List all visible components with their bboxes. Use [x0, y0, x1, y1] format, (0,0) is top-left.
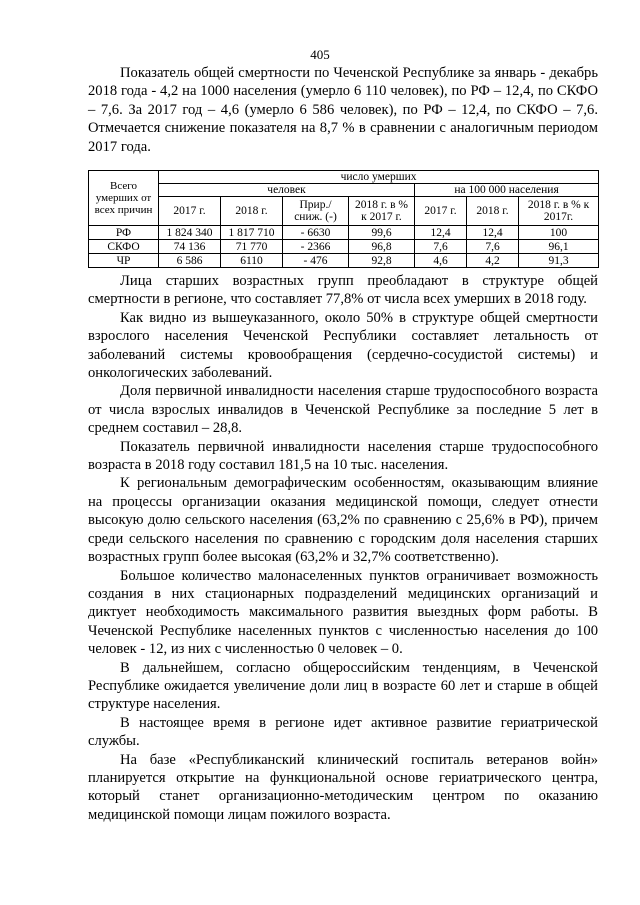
table-column-header: 2017 г. [159, 197, 221, 226]
table-cell: 96,8 [349, 240, 415, 254]
table-row-label: ЧР [89, 254, 159, 268]
table-cell: 91,3 [519, 254, 599, 268]
table-row-label: СКФО [89, 240, 159, 254]
table-row [89, 226, 599, 240]
intro-paragraph: Показатель общей смертности по Чеченской Республике за январь - декабрь 2018 года - 4,2 на 1000 населения (умерло 6 110 человек), по РФ – 12,4, по СКФО – 7,6. За 2017 год – 4,6 (умерло 6 586 человек), по РФ – 12,4, по СКФО – 7,6. Отмечается снижение показателя на 8,7 % в сравнении с аналогичным периодом 2017 года. [88, 65, 598, 155]
table-cell: 7,6 [415, 240, 467, 254]
table-cell: 96,1 [519, 240, 599, 254]
table-row [89, 254, 599, 268]
table-column-header: 2018 г. [221, 197, 283, 226]
table-subheader-per100k: на 100 000 населения [415, 184, 599, 197]
intro-paragraph-block [88, 64, 598, 156]
table-cell: 99,6 [349, 226, 415, 240]
paragraph: Показатель первичной инвалидности населения старше трудоспособного возраста в 2018 году составил 181,5 на 10 тыс. населения. [88, 438, 598, 474]
page-number: 405 [310, 47, 330, 62]
paragraph: На базе «Республиканский клинический госпиталь ветеранов войн» планируется открытие на функциональной основе гериатрического центра, который станет организационно-методическим центром по оказанию медицинской помощи лицам пожилого возраста. [88, 751, 598, 823]
table-cell: 92,8 [349, 254, 415, 268]
table-row-label: РФ [89, 226, 159, 240]
table-group-header: число умерших [159, 171, 599, 184]
table-cell: - 476 [283, 254, 349, 268]
table-column-header: 2017 г. [415, 197, 467, 226]
paragraph: Доля первичной инвалидности населения старше трудоспособного возраста от числа взрослых инвалидов в Чеченской Республике за последние 5 лет в среднем составил – 28,8. [88, 383, 598, 437]
table-cell: 6 586 [159, 254, 221, 268]
table-cell: 12,4 [415, 226, 467, 240]
table-column-header: 2018 г. в % к 2017 г. [349, 197, 415, 226]
table-cell: 71 770 [221, 240, 283, 254]
table-cell: 1 824 340 [159, 226, 221, 240]
table-cell: 4,6 [415, 254, 467, 268]
paragraph: К региональным демографическим особенностям, оказывающим влияние на процессы организации оказания медицинской помощи, следует отнести высокую долю сельского населения (63,2% по сравнению с 25,6% в РФ), причем среди сельского населения по сравнению с городским доля населения старших возрастных групп более высокая (63,2% и 32,7% соответственно). [88, 475, 598, 566]
paragraph: Как видно из вышеуказанного, около 50% в структуре общей смертности взрослого населения Чеченской Республики составляет летальность от заболеваний системы кровообращения (сердечно-сосудистой системы) и онкологических заболеваний. [88, 309, 598, 382]
mortality-table [88, 170, 599, 268]
paragraph: Большое количество малонаселенных пунктов ограничивает возможность создания в них стационарных подразделений медицинских организаций и диктует необходимость максимального развития выездных форм работы. В Чеченской Республике населенных пунктов с численностью населения до 100 человек - 12, из них с численностью 0 человек – 0. [88, 567, 598, 658]
table-subheader-persons: человек [159, 184, 415, 197]
body-text-block [88, 272, 598, 824]
table-cell: 12,4 [467, 226, 519, 240]
table-column-header: Прир./ сниж. (-) [283, 197, 349, 226]
table-cell: 6110 [221, 254, 283, 268]
table-cell: - 6630 [283, 226, 349, 240]
table-cell: 4,2 [467, 254, 519, 268]
table-cell: 74 136 [159, 240, 221, 254]
paragraph: В дальнейшем, согласно общероссийским тенденциям, в Чеченской Республике ожидается увеличение доли лиц в возрасте 60 лет и старше в общей структуре населения. [88, 659, 598, 713]
table-cell: 1 817 710 [221, 226, 283, 240]
paragraph: Лица старших возрастных групп преобладают в структуре общей смертности в регионе, что составляет 77,8% от числа всех умерших в 2018 году. [88, 273, 598, 308]
table-cell: 100 [519, 226, 599, 240]
table-row [89, 240, 599, 254]
table-cell: 7,6 [467, 240, 519, 254]
paragraph: В настоящее время в регионе идет активное развитие гериатрической службы. [88, 714, 598, 750]
table-cell: - 2366 [283, 240, 349, 254]
table-column-header: 2018 г. [467, 197, 519, 226]
table-corner-header: Всего умерших от всех причин [89, 171, 159, 226]
table-column-header: 2018 г. в % к 2017г. [519, 197, 599, 226]
